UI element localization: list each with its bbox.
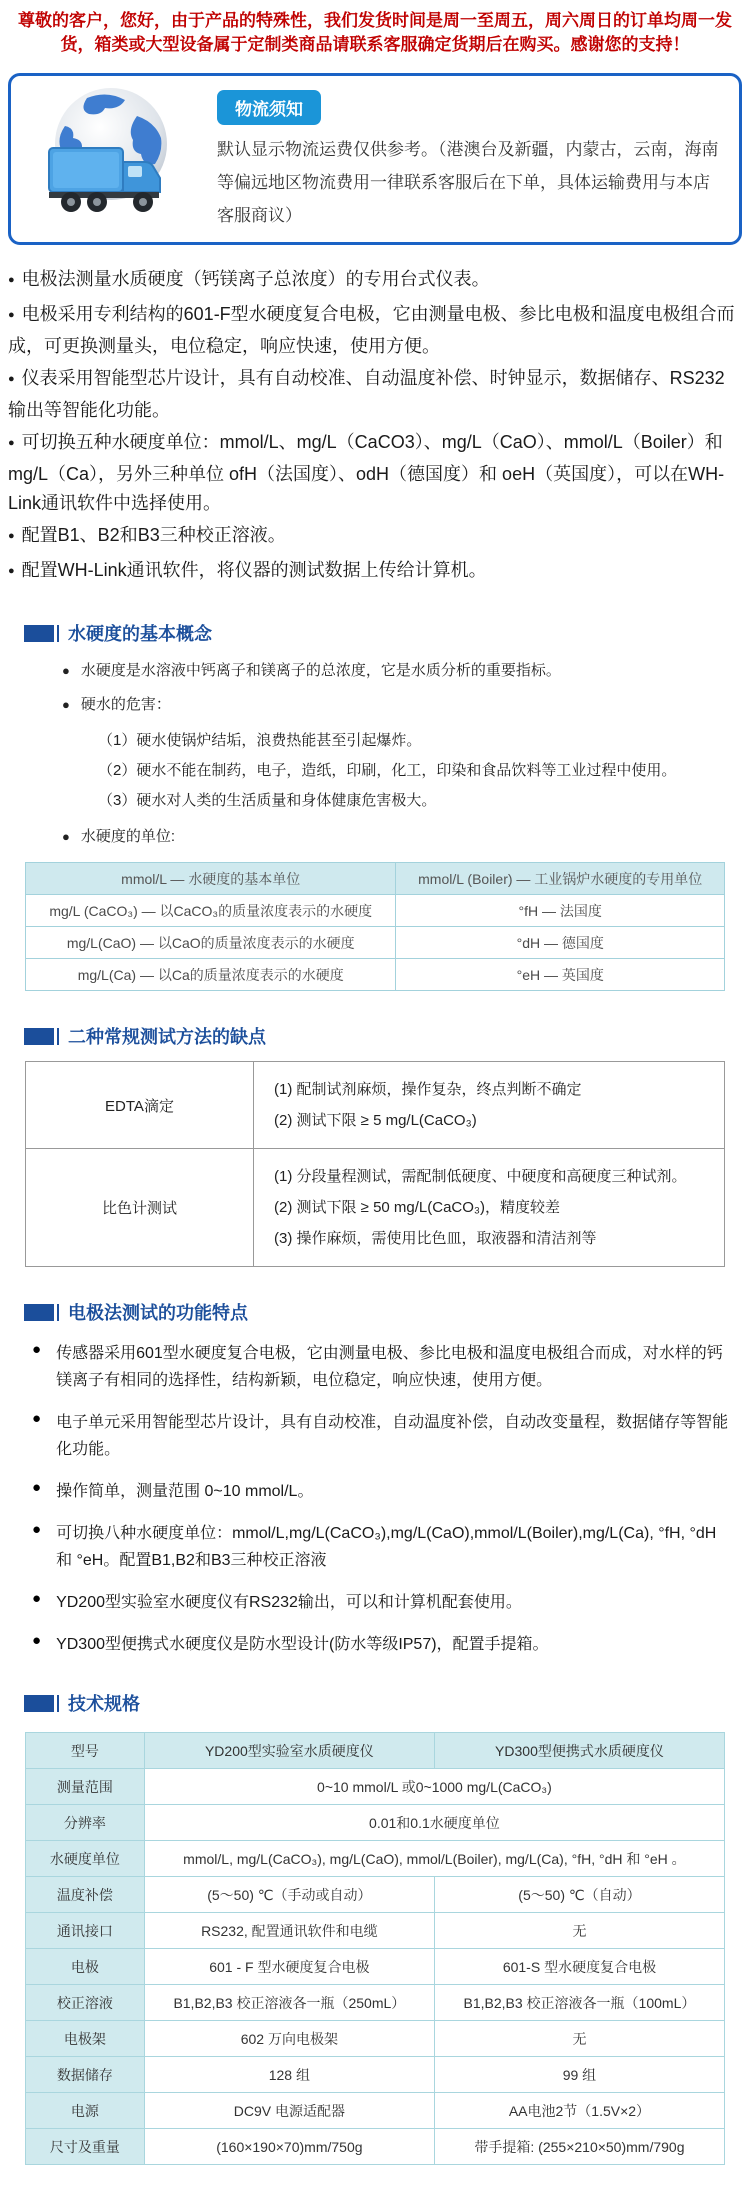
spec-value-cell: 601 - F 型水硬度复合电极 <box>144 1949 434 1985</box>
units-cell: °fH — 法国度 <box>396 895 725 927</box>
concept-bullet: ● 硬水的危害： <box>62 692 750 718</box>
spec-label-cell: 水硬度单位 <box>26 1841 145 1877</box>
table-row <box>26 1949 725 1985</box>
spec-value-cell: (5～50) ℃（手动或自动） <box>144 1877 434 1913</box>
section-bar-icon <box>57 1028 59 1045</box>
table-row <box>26 1841 725 1877</box>
spec-label-cell: 电极 <box>26 1949 145 1985</box>
drawback-item: (2) 测试下限 ≥ 50 mg/L(CaCO₃)，精度较差 <box>274 1199 561 1216</box>
harm-item: （1）硬水使锅炉结垢，浪费热能甚至引起爆炸。 <box>98 732 422 749</box>
drawback-detail-cell <box>254 1149 725 1267</box>
table-row <box>26 2057 725 2093</box>
table-row <box>26 927 725 959</box>
feature-item <box>32 1631 750 1658</box>
feature-item <box>32 1340 750 1394</box>
spec-value-cell: mmol/L, mg/L(CaCO₃), mg/L(CaO), mmol/L(Boiler), mg/L(Ca), °fH, °dH 和 °eH 。 <box>144 1841 724 1877</box>
section-bar-icon <box>57 625 59 642</box>
globe-truck-image <box>27 86 189 221</box>
concept-bullet: ● 水硬度的单位: <box>62 824 750 850</box>
method-cell: EDTA滴定 <box>26 1062 254 1149</box>
spec-value-cell: 带手提箱: (255×210×50)mm/790g <box>434 2129 724 2165</box>
logistics-badge: 物流须知 <box>217 90 321 125</box>
units-cell: °dH — 德国度 <box>396 927 725 959</box>
features-list <box>32 1340 750 1658</box>
spec-label-cell: 电极架 <box>26 2021 145 2057</box>
drawback-item: (1) 配制试剂麻烦，操作复杂，终点判断不确定 <box>274 1081 582 1098</box>
specs-header-row <box>26 1733 725 1769</box>
intro-bullet: ● 仪表采用智能型芯片设计，具有自动校准、自动温度补偿、时钟显示，数据储存、RS232输出等智能化功能。 <box>8 364 742 425</box>
section-square-icon <box>24 625 54 642</box>
method-cell: 比色计测试 <box>26 1149 254 1267</box>
spec-model-cell: YD200型实验室水质硬度仪 <box>144 1733 434 1769</box>
spec-label-cell: 尺寸及重量 <box>26 2129 145 2165</box>
intro-bullet: ● 电极法测量水质硬度（钙镁离子总浓度）的专用台式仪表。 <box>8 265 742 297</box>
table-header-row <box>26 863 725 895</box>
units-cell: mg/L (CaCO₃) — 以CaCO₃的质量浓度表示的水硬度 <box>26 895 396 927</box>
table-row <box>26 1062 725 1149</box>
spec-value-cell: B1,B2,B3 校正溶液各一瓶（100mL） <box>434 1985 724 2021</box>
specs-table <box>25 1732 725 2165</box>
feature-text: ● 可切换八种水硬度单位：mmol/L,mg/L(CaCO₃),mg/L(CaO),mmol/L(Boiler),mg/L(Ca), °fH, °dH 和 °eH。配置B1,B2和B3三种校正溶液 <box>56 1525 717 1569</box>
table-row <box>26 1805 725 1841</box>
table-row <box>26 1877 725 1913</box>
table-row <box>26 2093 725 2129</box>
spec-label-cell: 数据储存 <box>26 2057 145 2093</box>
globe-truck-icon <box>27 86 189 216</box>
intro-bullet: ● 配置B1、B2和B3三种校正溶液。 <box>8 521 742 553</box>
section-title: 水硬度的基本概念 <box>68 624 212 644</box>
spec-value-cell: 99 组 <box>434 2057 724 2093</box>
section-header-drawbacks <box>24 1023 750 1049</box>
hardness-units-table <box>25 862 725 991</box>
feature-text: ● YD200型实验室水硬度仪有RS232输出，可以和计算机配套使用。 <box>56 1594 522 1611</box>
logistics-notice-content <box>217 86 719 232</box>
spec-value-cell: 0~10 mmol/L 或0~1000 mg/L(CaCO₃) <box>144 1769 724 1805</box>
intro-bullet: ● 电极采用专利结构的601-F型水硬度复合电极，它由测量电极、参比电极和温度电极组合而成，可更换测量头，电位稳定，响应快速，使用方便。 <box>8 300 742 361</box>
drawback-item: (2) 测试下限 ≥ 5 mg/L(CaCO₃) <box>274 1112 477 1129</box>
intro-bullet-list <box>0 265 750 588</box>
concept-bullet: ● 水硬度是水溶液中钙离子和镁离子的总浓度，它是水质分析的重要指标。 <box>62 658 750 684</box>
spec-value-cell: (160×190×70)mm/750g <box>144 2129 434 2165</box>
section-square-icon <box>24 1695 54 1712</box>
spec-label-cell: 分辨率 <box>26 1805 145 1841</box>
intro-bullet: ● 可切换五种水硬度单位：mmol/L、mg/L（CaCO3）、mg/L（CaO）、mmol/L（Boiler）和mg/L（Ca），另外三种单位 ofH（法国度）、odH（德国度）和 oeH（英国度），可以在WH-Link通讯软件中选择使用。 <box>8 428 742 518</box>
drawback-detail-cell <box>254 1062 725 1149</box>
harm-item: （3）硬水对人类的生活质量和身体健康危害极大。 <box>98 792 437 809</box>
logistics-notice-box <box>8 73 742 245</box>
units-cell: mg/L(Ca) — 以Ca的质量浓度表示的水硬度 <box>26 959 396 991</box>
drawback-item: (1) 分段量程测试，需配制低硬度、中硬度和高硬度三种试剂。 <box>274 1168 687 1185</box>
section-square-icon <box>24 1304 54 1321</box>
spec-value-cell: RS232, 配置通讯软件和电缆 <box>144 1913 434 1949</box>
spec-label-cell: 温度补偿 <box>26 1877 145 1913</box>
spec-value-cell: 601-S 型水硬度复合电极 <box>434 1949 724 1985</box>
bottom-spacer <box>0 2165 750 2187</box>
concept-content <box>62 658 750 850</box>
drawbacks-table <box>25 1061 725 1267</box>
section-title: 二种常规测试方法的缺点 <box>68 1027 266 1047</box>
table-row <box>26 1769 725 1805</box>
feature-text: ● 电子单元采用智能型芯片设计，具有自动校准，自动温度补偿，自动改变量程，数据储存等智能化功能。 <box>56 1414 729 1458</box>
feature-item <box>32 1409 750 1463</box>
spec-label-cell: 通讯接口 <box>26 1913 145 1949</box>
spec-label-cell: 校正溶液 <box>26 1985 145 2021</box>
spec-label-cell: 型号 <box>26 1733 145 1769</box>
spec-value-cell: 128 组 <box>144 2057 434 2093</box>
spec-value-cell: 无 <box>434 1913 724 1949</box>
feature-item <box>32 1478 750 1505</box>
spec-value-cell: DC9V 电源适配器 <box>144 2093 434 2129</box>
section-title: 技术规格 <box>68 1694 140 1714</box>
feature-item <box>32 1520 750 1574</box>
spec-value-cell: B1,B2,B3 校正溶液各一瓶（250mL） <box>144 1985 434 2021</box>
spec-value-cell: (5～50) ℃（自动） <box>434 1877 724 1913</box>
feature-text: ● 操作简单，测量范围 0~10 mmol/L。 <box>56 1483 314 1500</box>
table-row <box>26 1985 725 2021</box>
units-header-cell: mmol/L — 水硬度的基本单位 <box>26 863 396 895</box>
spec-value-cell: 无 <box>434 2021 724 2057</box>
shipping-notice-text: 尊敬的客户，您好，由于产品的特殊性，我们发货时间是周一至周五，周六周日的订单均周一发货，箱类或大型设备属于定制类商品请联系客服确定货期后在购买。感谢您的支持！ <box>18 11 732 54</box>
section-header-specs <box>24 1690 750 1716</box>
spec-label-cell: 测量范围 <box>26 1769 145 1805</box>
spec-value-cell: AA电池2节（1.5V×2） <box>434 2093 724 2129</box>
table-row <box>26 1149 725 1267</box>
table-row <box>26 1913 725 1949</box>
spec-label-cell: 电源 <box>26 2093 145 2129</box>
feature-text: ● YD300型便携式水硬度仪是防水型设计(防水等级IP57)，配置手提箱。 <box>56 1636 549 1653</box>
table-row <box>26 895 725 927</box>
units-cell: mg/L(CaO) — 以CaO的质量浓度表示的水硬度 <box>26 927 396 959</box>
harm-item: （2）硬水不能在制药，电子，造纸，印刷，化工，印染和食品饮料等工业过程中使用。 <box>98 762 677 779</box>
spec-model-cell: YD300型便携式水质硬度仪 <box>434 1733 724 1769</box>
table-row <box>26 2021 725 2057</box>
spec-value-cell: 0.01和0.1水硬度单位 <box>144 1805 724 1841</box>
table-row <box>26 2129 725 2165</box>
spec-value-cell: 602 万向电极架 <box>144 2021 434 2057</box>
units-header-cell: mmol/L (Boiler) — 工业锅炉水硬度的专用单位 <box>396 863 725 895</box>
section-header-concept <box>24 620 750 646</box>
feature-text: ● 传感器采用601型水硬度复合电极，它由测量电极、参比电极和温度电极组合而成，对水样的钙镁离子有相同的选择性，结构新颖，电位稳定，响应快速，使用方便。 <box>56 1345 723 1389</box>
drawback-item: (3) 操作麻烦，需使用比色皿，取液器和清洁剂等 <box>274 1230 597 1247</box>
section-bar-icon <box>57 1304 59 1321</box>
section-header-features <box>24 1299 750 1325</box>
feature-item <box>32 1589 750 1616</box>
table-row <box>26 959 725 991</box>
intro-bullet: ● 配置WH-Link通讯软件，将仪器的测试数据上传给计算机。 <box>8 556 742 588</box>
section-bar-icon <box>57 1695 59 1712</box>
logistics-text: 默认显示物流运费仅供参考。（港澳台及新疆，内蒙古，云南，海南等偏远地区物流费用一律联系客服后在下单，具体运输费用与本店客服商议） <box>217 140 719 225</box>
units-cell: °eH — 英国度 <box>396 959 725 991</box>
section-square-icon <box>24 1028 54 1045</box>
section-title: 电极法测试的功能特点 <box>68 1303 248 1323</box>
